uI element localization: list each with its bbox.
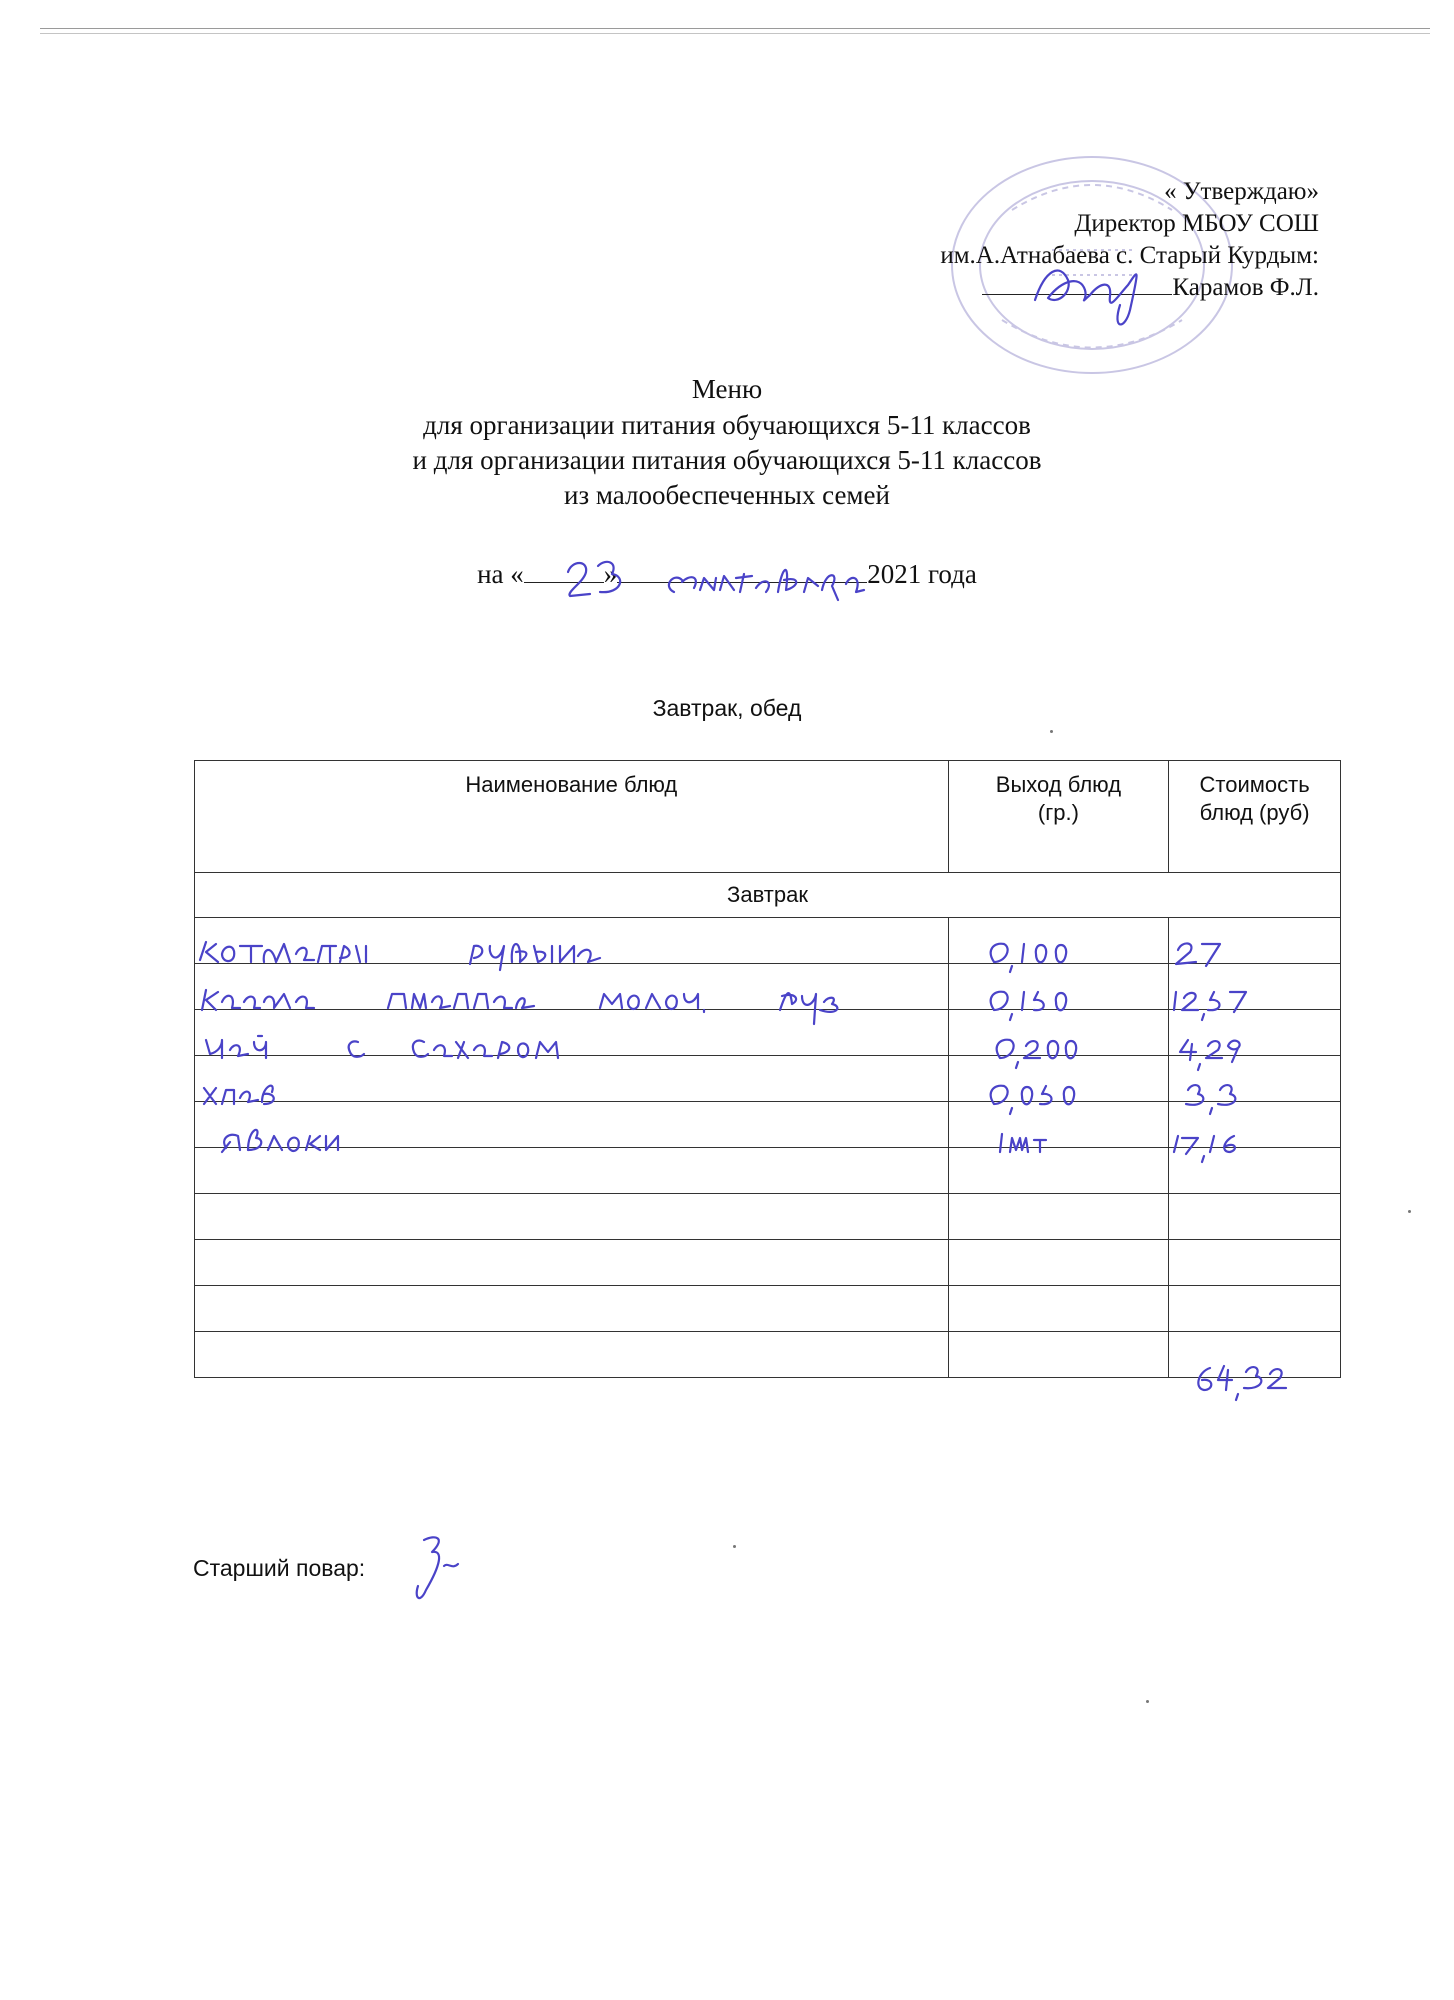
date-middle: » xyxy=(603,559,618,589)
approval-line1: « Утверждаю» xyxy=(1164,178,1319,205)
date-suffix: 2021 года xyxy=(867,559,977,589)
section-label: Завтрак xyxy=(195,873,1341,918)
header-cost: Стоимость блюд (руб) xyxy=(1169,761,1341,873)
header-weight: Выход блюд (гр.) xyxy=(948,761,1169,873)
menu-subtitle-1: для организации питания обучающихся 5-11 классов xyxy=(423,410,1031,440)
scan-speck xyxy=(1146,1700,1149,1703)
scan-speck xyxy=(1050,730,1053,733)
date-prefix: на « xyxy=(477,559,524,589)
approval-line2: Директор МБОУ СОШ xyxy=(1074,210,1319,237)
scan-speck xyxy=(733,1545,736,1548)
senior-cook-label: Старший повар: xyxy=(193,1555,366,1581)
meal-type-label: Завтрак, обед xyxy=(652,695,802,721)
approval-line3: им.А.Атнабаева с. Старый Курдым: xyxy=(940,242,1319,269)
menu-subtitle-2: и для организации питания обучающихся 5-11 классов xyxy=(412,445,1042,475)
menu-subtitle-3: из малообеспеченных семей xyxy=(564,480,890,510)
director-name: Карамов Ф.Л. xyxy=(1172,274,1319,301)
header-dish-name: Наименование блюд xyxy=(195,761,949,873)
scan-speck xyxy=(1408,1210,1411,1213)
menu-title: Меню xyxy=(691,374,763,404)
